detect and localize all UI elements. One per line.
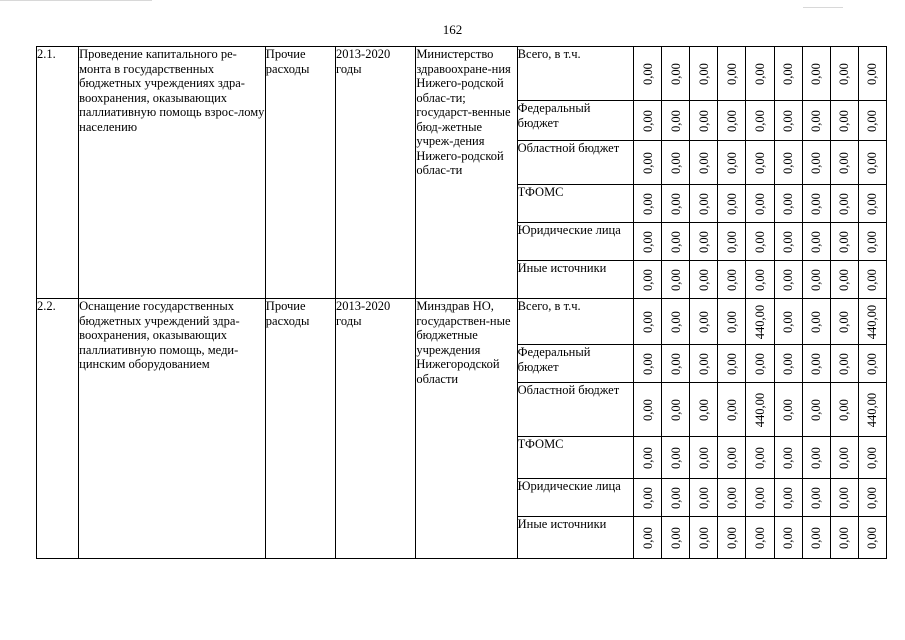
funding-value-cell [858,479,886,517]
funding-value: 0,00 [781,268,796,291]
funding-value: 0,00 [837,192,852,215]
funding-value-cell [802,47,830,101]
implementation-years: 2013-2020 годы [336,299,416,559]
funding-value: 0,00 [781,109,796,132]
funding-value: 0,00 [752,151,767,174]
funding-source-label: Юридические лица [517,223,633,261]
funding-value-cell [634,345,662,383]
funding-value-cell [830,345,858,383]
funding-value-cell [662,141,690,185]
funding-value-cell [858,47,886,101]
funding-value: 440,00 [752,392,767,427]
scan-top-line-left [0,0,152,1]
funding-value-cell [718,383,746,437]
funding-value: 0,00 [752,486,767,509]
funding-value-cell [802,437,830,479]
funding-value: 0,00 [781,151,796,174]
funding-source-label: Юридические лица [517,479,633,517]
funding-value-cell [690,261,718,299]
funding-value-cell [662,383,690,437]
funding-value-cell [746,185,774,223]
expense-type: Прочие расходы [265,47,335,299]
funding-value-cell [858,185,886,223]
funding-value: 0,00 [781,398,796,421]
funding-value-cell [774,437,802,479]
funding-value-cell [746,517,774,559]
funding-value-cell [690,47,718,101]
funding-value-cell [802,101,830,141]
funding-value-cell [802,185,830,223]
funding-value: 0,00 [809,398,824,421]
funding-value: 0,00 [640,151,655,174]
funding-value: 0,00 [781,486,796,509]
funding-value: 0,00 [668,268,683,291]
program-activities-table [36,46,887,559]
expense-type: Прочие расходы [265,299,335,559]
funding-value-cell [858,101,886,141]
funding-value: 0,00 [724,446,739,469]
item-executor: Министерство здравоохране-ния Нижего-родской облас-ти; государст-венные бюд-жетные учреж-дения Нижего-родской облас-ти [416,47,517,299]
funding-value-cell [718,141,746,185]
funding-value-cell [774,479,802,517]
funding-value-cell [830,141,858,185]
funding-value: 0,00 [865,230,880,253]
funding-value: 0,00 [696,398,711,421]
funding-value: 0,00 [668,310,683,333]
funding-value-cell [830,517,858,559]
funding-value: 0,00 [696,151,711,174]
funding-value: 0,00 [724,230,739,253]
funding-value-cell [718,223,746,261]
funding-value: 0,00 [809,230,824,253]
funding-value: 0,00 [724,268,739,291]
funding-value: 0,00 [696,62,711,85]
funding-source-label: Иные источники [517,261,633,299]
funding-value: 0,00 [724,526,739,549]
funding-value-cell [634,261,662,299]
funding-value: 0,00 [724,151,739,174]
funding-value-cell [662,345,690,383]
funding-value: 0,00 [781,526,796,549]
funding-value: 440,00 [865,392,880,427]
funding-value-cell [746,437,774,479]
funding-value: 0,00 [752,268,767,291]
funding-value: 0,00 [837,398,852,421]
funding-value-cell [802,223,830,261]
funding-value: 0,00 [809,151,824,174]
source-row [37,47,887,101]
item-title: Проведение капитального ре-монта в государственных бюджетных учреждениях здра-воохранения, оказывающих паллиативную помощь взрос-лому населению [79,47,266,299]
funding-value: 0,00 [837,526,852,549]
funding-value: 0,00 [837,486,852,509]
source-row [37,299,887,345]
funding-value-cell [774,141,802,185]
funding-value-cell [858,383,886,437]
funding-value-cell [774,261,802,299]
funding-value: 0,00 [668,352,683,375]
funding-value: 0,00 [865,352,880,375]
funding-value: 0,00 [865,526,880,549]
funding-value-cell [690,185,718,223]
funding-value-cell [634,47,662,101]
funding-value-cell [690,299,718,345]
funding-value-cell [662,261,690,299]
funding-value-cell [774,101,802,141]
funding-value-cell [634,141,662,185]
funding-value: 0,00 [640,230,655,253]
funding-value-cell [746,479,774,517]
funding-value: 0,00 [837,109,852,132]
item-number: 2.2. [37,299,79,559]
funding-value: 0,00 [696,192,711,215]
item-executor: Минздрав НО, государствен-ные бюджетные учреждения Нижегородской области [416,299,517,559]
funding-value-cell [662,223,690,261]
funding-source-label: Всего, в т.ч. [517,299,633,345]
funding-source-label: Областной бюджет [517,141,633,185]
funding-value: 0,00 [724,192,739,215]
funding-value: 0,00 [640,398,655,421]
funding-value: 0,00 [668,230,683,253]
funding-value: 0,00 [696,310,711,333]
funding-value-cell [746,383,774,437]
funding-value: 0,00 [668,398,683,421]
funding-value: 0,00 [640,268,655,291]
funding-value: 0,00 [668,486,683,509]
funding-value: 0,00 [837,230,852,253]
funding-value-cell [802,383,830,437]
funding-value-cell [830,383,858,437]
funding-source-label: ТФОМС [517,185,633,223]
funding-value: 0,00 [837,352,852,375]
funding-value-cell [718,299,746,345]
funding-value: 0,00 [837,151,852,174]
funding-value-cell [774,345,802,383]
funding-value: 440,00 [865,304,880,339]
funding-value: 0,00 [668,62,683,85]
funding-value: 0,00 [696,352,711,375]
funding-value-cell [774,383,802,437]
funding-value-cell [858,517,886,559]
funding-value-cell [746,345,774,383]
funding-value-cell [662,437,690,479]
funding-source-label: ТФОМС [517,437,633,479]
funding-value: 0,00 [837,62,852,85]
funding-value-cell [802,517,830,559]
funding-value-cell [830,223,858,261]
funding-value: 0,00 [668,192,683,215]
funding-value-cell [858,261,886,299]
funding-value: 0,00 [865,446,880,469]
funding-value: 0,00 [752,446,767,469]
funding-value-cell [858,141,886,185]
funding-value-cell [690,437,718,479]
funding-value-cell [634,437,662,479]
funding-value: 0,00 [724,398,739,421]
funding-value-cell [774,299,802,345]
page-number: 162 [442,22,463,37]
funding-value: 0,00 [781,62,796,85]
funding-value-cell [802,299,830,345]
implementation-years: 2013-2020 годы [336,47,416,299]
funding-value-cell [634,479,662,517]
funding-value-cell [718,479,746,517]
funding-value: 0,00 [752,192,767,215]
funding-value: 0,00 [724,62,739,85]
funding-value: 0,00 [696,230,711,253]
funding-value-cell [690,345,718,383]
funding-value: 0,00 [668,109,683,132]
funding-value-cell [718,101,746,141]
funding-value: 0,00 [752,109,767,132]
funding-value-cell [774,517,802,559]
funding-value: 0,00 [696,486,711,509]
funding-value-cell [634,185,662,223]
funding-value-cell [690,101,718,141]
funding-source-label: Иные источники [517,517,633,559]
funding-value-cell [746,141,774,185]
funding-value: 0,00 [781,230,796,253]
funding-value: 0,00 [865,192,880,215]
item-title: Оснащение государственных бюджетных учреждений здра-воохранения, оказывающих паллиативную помощь, меди-цинским оборудованием [79,299,266,559]
funding-value-cell [774,185,802,223]
funding-value-cell [718,345,746,383]
funding-value: 0,00 [865,151,880,174]
funding-value-cell [690,517,718,559]
funding-value-cell [746,261,774,299]
funding-value: 0,00 [809,268,824,291]
funding-value-cell [634,101,662,141]
funding-value: 0,00 [809,62,824,85]
funding-value-cell [802,141,830,185]
funding-value-cell [662,47,690,101]
funding-value: 0,00 [781,446,796,469]
funding-value-cell [830,101,858,141]
funding-value: 0,00 [640,446,655,469]
funding-value: 0,00 [837,310,852,333]
funding-value: 0,00 [781,310,796,333]
funding-value: 0,00 [724,310,739,333]
funding-value: 0,00 [640,109,655,132]
funding-value: 0,00 [724,352,739,375]
funding-source-label: Всего, в т.ч. [517,47,633,101]
funding-value: 0,00 [809,526,824,549]
funding-value-cell [830,47,858,101]
funding-value: 0,00 [837,268,852,291]
funding-value: 440,00 [752,304,767,339]
item-number: 2.1. [37,47,79,299]
funding-value-cell [746,223,774,261]
funding-value: 0,00 [752,352,767,375]
funding-value: 0,00 [668,526,683,549]
funding-value: 0,00 [809,446,824,469]
funding-value: 0,00 [809,352,824,375]
funding-value-cell [662,299,690,345]
funding-value-cell [774,223,802,261]
funding-value: 0,00 [781,192,796,215]
funding-value: 0,00 [724,109,739,132]
funding-source-label: Федеральный бюджет [517,345,633,383]
funding-value: 0,00 [640,192,655,215]
funding-value-cell [634,383,662,437]
funding-value-cell [690,223,718,261]
funding-value-cell [830,299,858,345]
funding-value-cell [802,345,830,383]
funding-value-cell [662,517,690,559]
funding-value-cell [830,479,858,517]
funding-value-cell [690,479,718,517]
funding-value: 0,00 [865,62,880,85]
funding-value-cell [634,223,662,261]
funding-value-cell [718,47,746,101]
funding-value-cell [858,345,886,383]
funding-value: 0,00 [865,109,880,132]
funding-value-cell [662,101,690,141]
funding-value: 0,00 [640,526,655,549]
funding-value: 0,00 [752,62,767,85]
funding-source-label: Федеральный бюджет [517,101,633,141]
funding-value: 0,00 [752,526,767,549]
funding-value-cell [718,185,746,223]
funding-value-cell [746,299,774,345]
funding-value: 0,00 [865,486,880,509]
funding-value: 0,00 [696,446,711,469]
funding-value-cell [774,47,802,101]
funding-value-cell [858,437,886,479]
funding-value-cell [662,479,690,517]
funding-value: 0,00 [696,268,711,291]
funding-value-cell [802,261,830,299]
funding-value-cell [830,185,858,223]
funding-value-cell [662,185,690,223]
funding-value-cell [830,261,858,299]
funding-value: 0,00 [752,230,767,253]
funding-value: 0,00 [668,151,683,174]
funding-value: 0,00 [865,268,880,291]
funding-value: 0,00 [696,109,711,132]
funding-value: 0,00 [837,446,852,469]
funding-value: 0,00 [724,486,739,509]
funding-value-cell [690,141,718,185]
funding-value-cell [858,299,886,345]
funding-value: 0,00 [781,352,796,375]
funding-value: 0,00 [809,310,824,333]
funding-value: 0,00 [696,526,711,549]
funding-value: 0,00 [640,62,655,85]
scan-top-line-right [803,7,843,8]
funding-value: 0,00 [809,486,824,509]
funding-value-cell [858,223,886,261]
funding-value-cell [718,517,746,559]
funding-value: 0,00 [668,446,683,469]
funding-value: 0,00 [809,192,824,215]
funding-value-cell [746,101,774,141]
funding-value: 0,00 [640,310,655,333]
funding-value: 0,00 [640,486,655,509]
funding-source-label: Областной бюджет [517,383,633,437]
funding-value-cell [634,299,662,345]
funding-value-cell [746,47,774,101]
funding-value-cell [718,437,746,479]
funding-value-cell [634,517,662,559]
funding-value: 0,00 [640,352,655,375]
funding-value-cell [690,383,718,437]
funding-value: 0,00 [809,109,824,132]
funding-value-cell [830,437,858,479]
funding-value-cell [802,479,830,517]
funding-value-cell [718,261,746,299]
